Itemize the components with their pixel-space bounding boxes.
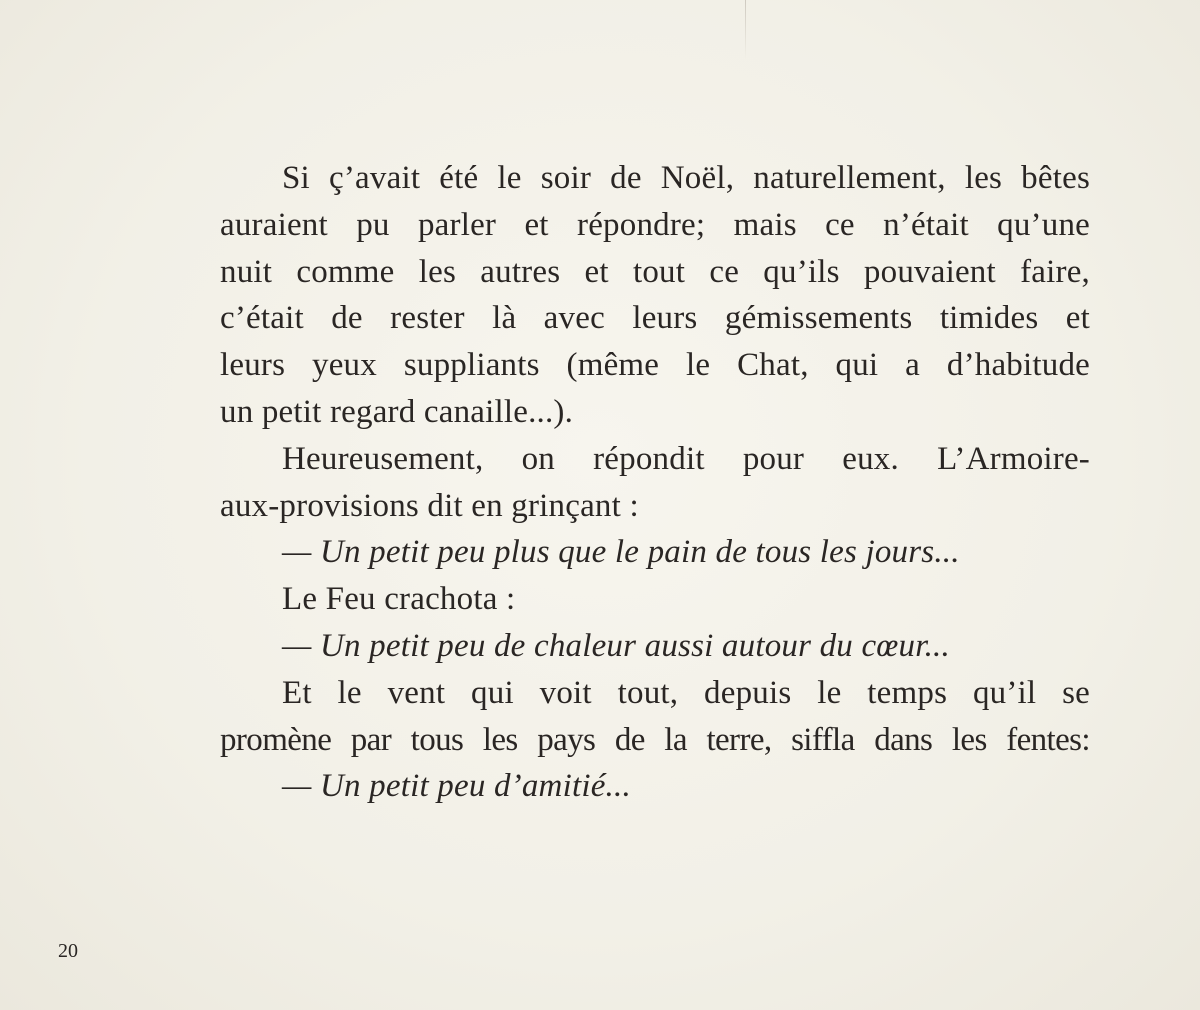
text-line-6: un petit regard canaille...). (220, 393, 574, 430)
text-line-4: c’était de rester là avec leurs gémissements timides et (220, 300, 1090, 337)
text-line-12: Et le vent qui voit tout, depuis le temps qu’il se (282, 674, 1090, 711)
page-number: 20 (58, 940, 78, 962)
page-crease (745, 0, 746, 60)
text-line-1: Si ç’avait été le soir de Noël, naturellement, les bêtes (282, 160, 1090, 196)
dialogue-line-2: — Un petit peu de chaleur aussi autour du cœur... (282, 627, 950, 664)
dialogue-line-1: — Un petit peu plus que le pain de tous les jours... (282, 534, 960, 571)
dialogue-line-3: — Un petit peu d’amitié... (282, 768, 631, 805)
text-line-8: aux-provisions dit en grinçant : (220, 487, 639, 524)
page-text (220, 155, 1090, 810)
text-line-2: auraient pu parler et répondre; mais ce n’était qu’une (220, 206, 1090, 243)
text-line-7: Heureusement, on répondit pour eux. L’Armoire- (282, 440, 1090, 477)
text-line-13: promène par tous les pays de la terre, siffla dans les fentes: (220, 721, 1090, 758)
text-line-10: Le Feu crachota : (282, 581, 516, 618)
text-line-3: nuit comme les autres et tout ce qu’ils pouvaient faire, (220, 253, 1090, 290)
text-line-5: leurs yeux suppliants (même le Chat, qui a d’habitude (220, 347, 1090, 384)
